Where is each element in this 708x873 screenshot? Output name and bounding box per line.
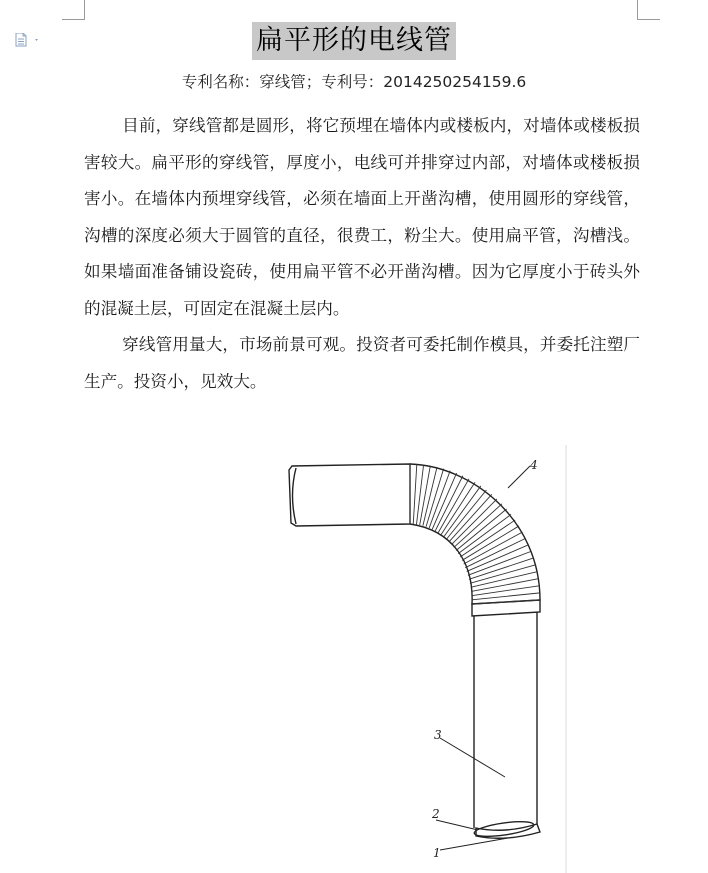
corrugation-rib (467, 545, 529, 572)
patent-info: 专利名称：穿线管；专利号：2014250254159.6 (181, 73, 527, 91)
corrugation-rib (413, 464, 417, 524)
corrugation-rib (472, 600, 540, 604)
corrugation-rib (432, 473, 456, 529)
corrugation-rib (416, 465, 423, 525)
paragraph-2: 穿线管用量大，市场前景可观。投资者可委托制作模具，并委托注塑厂生产。投资小，见效大。 (84, 335, 640, 391)
body-text (84, 108, 640, 400)
corrugation-rib (449, 494, 492, 542)
label-4: 4 (530, 458, 538, 472)
corrugation-rib (429, 471, 450, 528)
paragraph-1: 目前，穿线管都是圆形，将它预埋在墙体内或楼板内，对墙体或楼板损害较大。扁平形的穿线管，厚度小，电线可并排穿过内部，对墙体或楼板损害小。在墙体内预埋穿线管，必须在墙面上开凿沟槽，使用圆形的穿线管，沟槽的深度必须大于圆管的直径，很费工，粉尘大。使用扁平管，沟槽浅。如果墙面准备铺设瓷砖，使用扁平管不必开凿沟槽。因为它厚度小于砖头外的混凝土层，可固定在混凝土层内。 (84, 116, 640, 318)
label-3: 3 (434, 728, 442, 742)
corrugation-rib (444, 486, 481, 537)
page-corner-mark-top-left (62, 0, 85, 20)
label-2: 2 (432, 807, 440, 821)
corrugation-rib (468, 551, 531, 575)
corrugation-rib (458, 514, 511, 553)
conduit-drawing (270, 445, 600, 873)
corrugation-rib (451, 499, 497, 545)
page-corner-mark-top-right (637, 0, 660, 20)
label-1: 1 (433, 846, 441, 860)
page-title: 扁平形的电线管 (252, 22, 456, 60)
